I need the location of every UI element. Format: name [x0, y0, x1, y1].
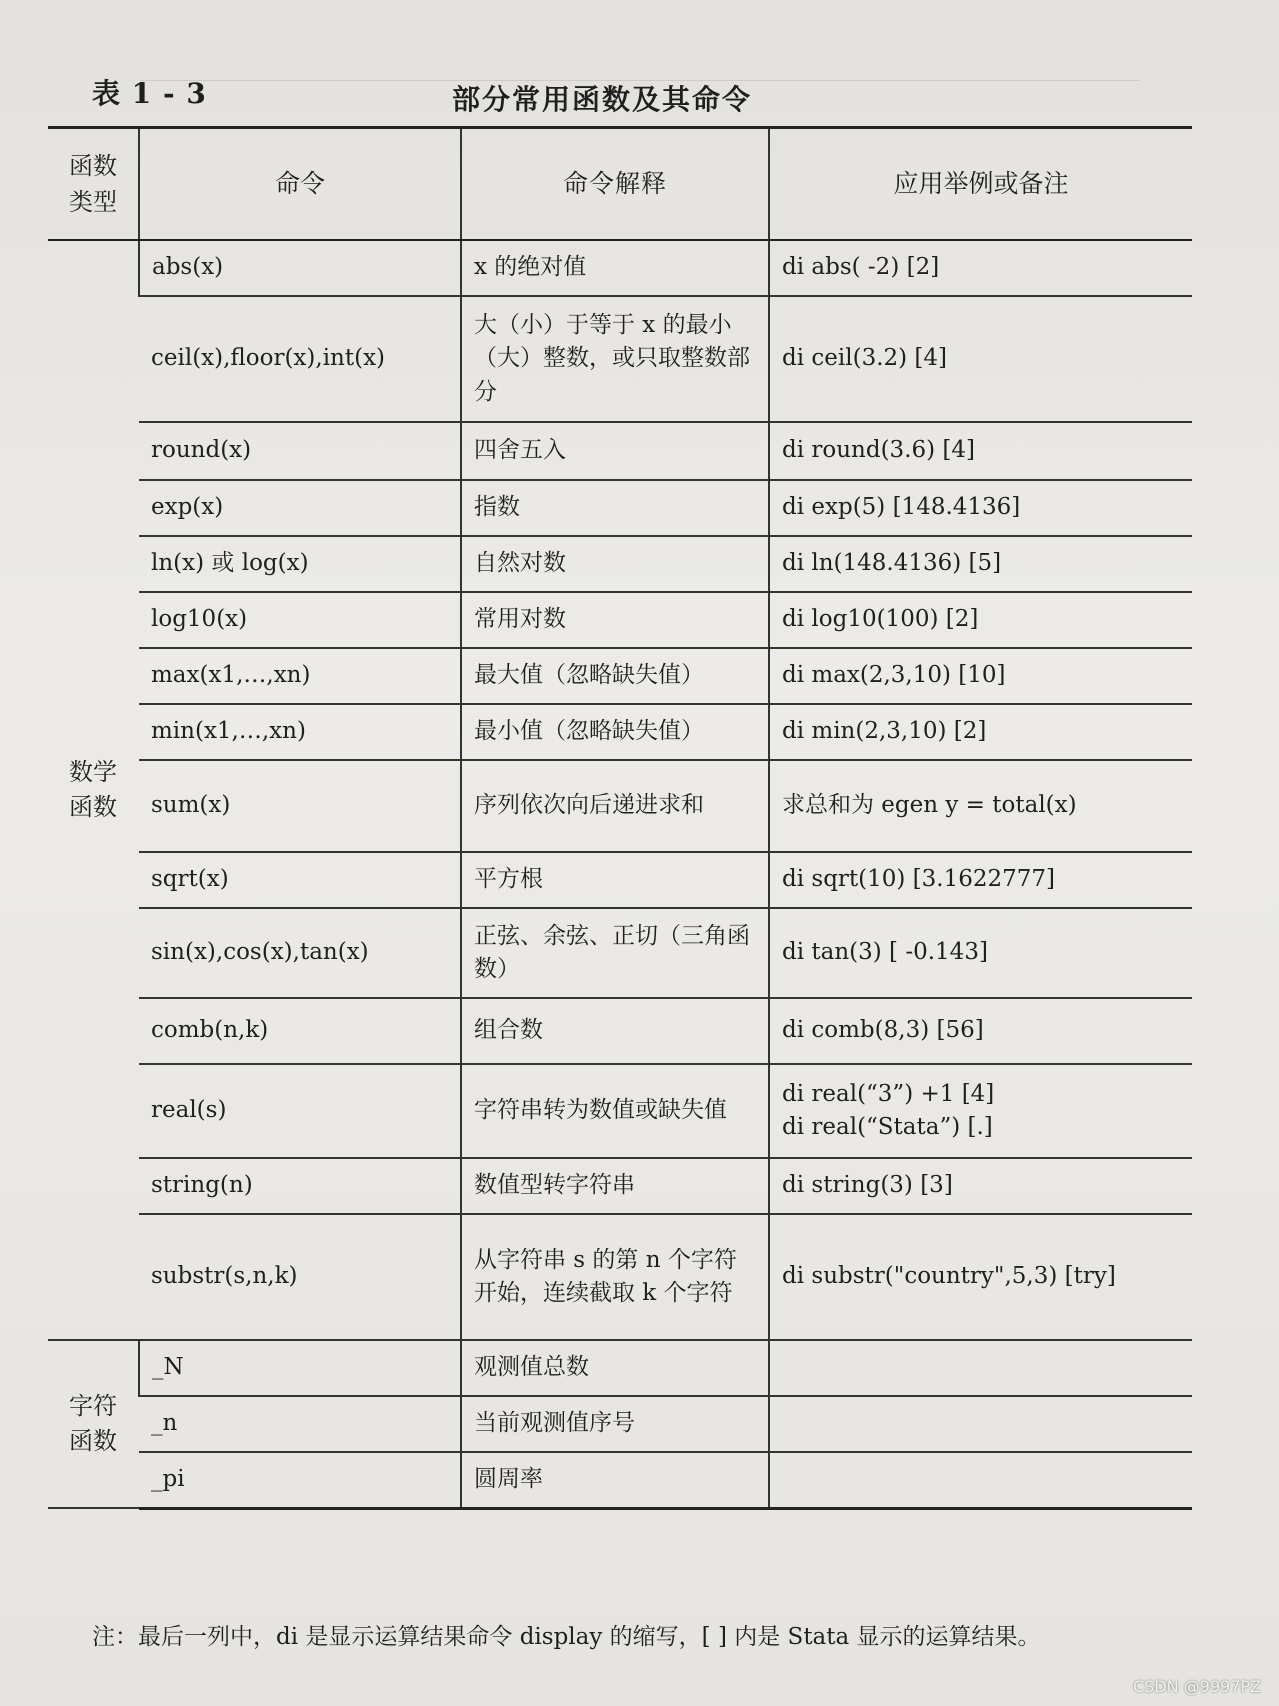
exp-cell: 数值型转字符串: [461, 1158, 769, 1214]
ex-cell: [769, 1452, 1192, 1508]
cmd-cell: min(x1,…,xn): [139, 704, 461, 760]
header-command: 命令: [139, 128, 461, 241]
functions-table: [48, 126, 1192, 1510]
ex-cell: [769, 1064, 1192, 1158]
table-row: [48, 240, 1192, 296]
cmd-cell: max(x1,…,xn): [139, 648, 461, 704]
ex-cell: di round(3.6) [4]: [769, 422, 1192, 480]
table-footnote: 注：最后一列中，di 是显示运算结果命令 display 的缩写，[ ] 内是 Stata 显示的运算结果。: [92, 1624, 1041, 1650]
exp-cell: 字符串转为数值或缺失值: [461, 1064, 769, 1158]
table-row: [48, 536, 1192, 592]
cmd-cell: sqrt(x): [139, 852, 461, 908]
ex-cell: di substr("country",5,3) [try]: [769, 1214, 1192, 1340]
table-caption: [0, 64, 1279, 120]
cmd-cell: exp(x): [139, 480, 461, 536]
table-number: 表 1 - 3: [92, 77, 207, 110]
exp-cell: 最大值（忽略缺失值）: [461, 648, 769, 704]
exp-cell: 四舍五入: [461, 422, 769, 480]
exp-cell: 序列依次向后递进求和: [461, 760, 769, 852]
table-row: [48, 296, 1192, 422]
table-row: [48, 592, 1192, 648]
cmd-cell: _N: [139, 1340, 461, 1396]
header-row: [48, 128, 1192, 241]
exp-cell: 大（小）于等于 x 的最小（大）整数，或只取整数部分: [461, 296, 769, 422]
table-row: [48, 480, 1192, 536]
ex-cell: di abs( -2) [2]: [769, 240, 1192, 296]
table-title: 部分常用函数及其命令: [452, 83, 753, 116]
ex-cell: [769, 1396, 1192, 1452]
ex-line: di real(“Stata”) [.]: [782, 1114, 993, 1140]
exp-cell: 平方根: [461, 852, 769, 908]
table-row: [48, 998, 1192, 1064]
exp-cell: 圆周率: [461, 1452, 769, 1508]
table-row: [48, 1158, 1192, 1214]
table-row: [48, 422, 1192, 480]
table-row: [48, 648, 1192, 704]
exp-cell: 从字符串 s 的第 n 个字符开始，连续截取 k 个字符: [461, 1214, 769, 1340]
ex-cell: 求总和为 egen y = total(x): [769, 760, 1192, 852]
exp-cell: 自然对数: [461, 536, 769, 592]
ex-cell: di tan(3) [ -0.143]: [769, 908, 1192, 998]
cmd-cell: log10(x): [139, 592, 461, 648]
table-row: [48, 704, 1192, 760]
header-example: 应用举例或备注: [769, 128, 1192, 241]
ex-cell: di log10(100) [2]: [769, 592, 1192, 648]
table-row: [48, 852, 1192, 908]
cmd-cell: sum(x): [139, 760, 461, 852]
table-row: [48, 1452, 1192, 1508]
ex-cell: di exp(5) [148.4136]: [769, 480, 1192, 536]
ex-cell: di ln(148.4136) [5]: [769, 536, 1192, 592]
cmd-cell: real(s): [139, 1064, 461, 1158]
cmd-cell: comb(n,k): [139, 998, 461, 1064]
exp-cell: 当前观测值序号: [461, 1396, 769, 1452]
ex-cell: di string(3) [3]: [769, 1158, 1192, 1214]
ex-cell: di comb(8,3) [56]: [769, 998, 1192, 1064]
group-math: 数学函数: [48, 240, 139, 1340]
exp-cell: 组合数: [461, 998, 769, 1064]
cmd-cell: substr(s,n,k): [139, 1214, 461, 1340]
cmd-cell: sin(x),cos(x),tan(x): [139, 908, 461, 998]
ex-cell: di sqrt(10) [3.1622777]: [769, 852, 1192, 908]
exp-cell: 最小值（忽略缺失值）: [461, 704, 769, 760]
ex-cell: di min(2,3,10) [2]: [769, 704, 1192, 760]
ex-cell: [769, 1340, 1192, 1396]
header-type: 函数类型: [48, 128, 139, 241]
cmd-cell: ceil(x),floor(x),int(x): [139, 296, 461, 422]
table-row: [48, 1064, 1192, 1158]
ex-line: di real(“3”) +1 [4]: [782, 1080, 995, 1107]
cmd-cell: _pi: [139, 1452, 461, 1508]
cmd-cell: string(n): [139, 1158, 461, 1214]
exp-cell: 常用对数: [461, 592, 769, 648]
cmd-cell: abs(x): [139, 240, 461, 296]
exp-cell: 指数: [461, 480, 769, 536]
watermark: CSDN @9997PZ: [1132, 1677, 1261, 1696]
table-row: [48, 1340, 1192, 1396]
cmd-cell: round(x): [139, 422, 461, 480]
exp-cell: x 的绝对值: [461, 240, 769, 296]
table-row: [48, 1396, 1192, 1452]
exp-cell: 观测值总数: [461, 1340, 769, 1396]
group-string: 字符函数: [48, 1340, 139, 1508]
cmd-cell: ln(x) 或 log(x): [139, 536, 461, 592]
ex-cell: di max(2,3,10) [10]: [769, 648, 1192, 704]
table-row: [48, 1214, 1192, 1340]
exp-cell: 正弦、余弦、正切（三角函数）: [461, 908, 769, 998]
cmd-cell: _n: [139, 1396, 461, 1452]
table-row: [48, 760, 1192, 852]
table-row: [48, 908, 1192, 998]
ex-cell: di ceil(3.2) [4]: [769, 296, 1192, 422]
header-explanation: 命令解释: [461, 128, 769, 241]
